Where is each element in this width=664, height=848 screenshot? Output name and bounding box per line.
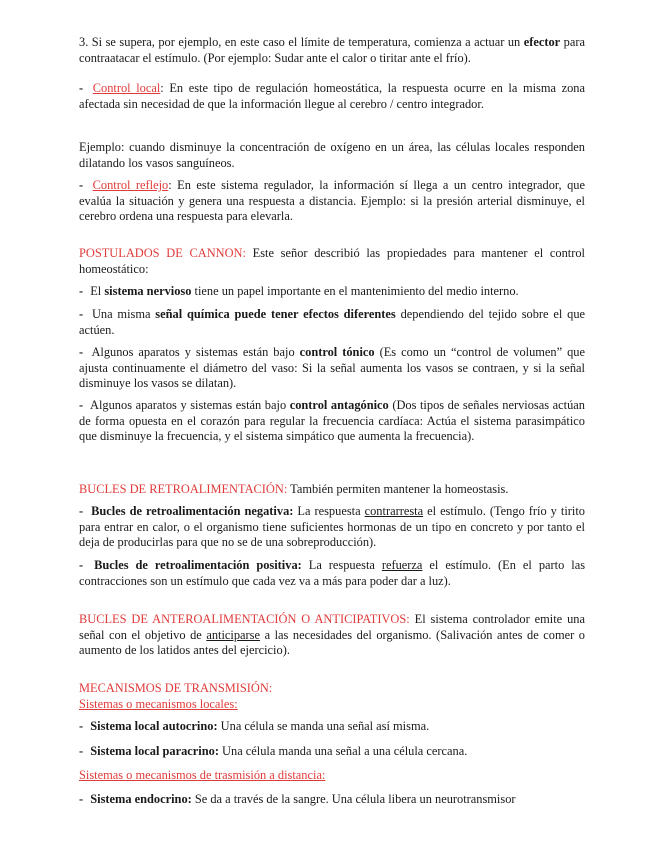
paragraph-control-reflejo: - Control reflejo: En este sistema regulador, la información sí llega a un centro integrador, que evalúa la situación y genera una respuesta a distancia. Ejemplo: si la presión arterial disminuye, el cerebro ordena una respuesta para elevarla.	[79, 178, 585, 223]
paragraph-senal-quimica: - Una misma señal química puede tener efectos diferentes dependiendo del tejido sobre el que actúen.	[79, 307, 586, 337]
paragraph-retro-positiva: - Bucles de retroalimentación positiva: La respuesta refuerza el estímulo. (En el parto las contracciones son un estímulo que cada vez va a más para poder dar a luz).	[79, 558, 586, 588]
mecanismos-heading: MECANISMOS DE TRANSMISIÓN:	[79, 681, 273, 695]
paragraph-sistema-nervioso: - El sistema nervioso tiene un papel importante en el mantenimiento del medio interno.	[79, 284, 519, 298]
locales-subheading: Sistemas o mecanismos locales:	[79, 696, 238, 711]
paragraph-control-local: - Control local: En este tipo de regulación homeostática, la respuesta ocurre en la misma zona afectada sin necesidad de que la información llegue al cerebro / centro integrador.	[79, 81, 585, 111]
paragraph-paracrino: - Sistema local paracrino: Una célula manda una señal a una célula cercana.	[79, 744, 468, 758]
paragraph-control-tonico: - Algunos aparatos y sistemas están bajo control tónico (Es como un “control de volumen” que ajusta continuamente el diámetro del vaso: Si la señal aumenta los vasos se contraen, y si la señal disminuye los vasos se dilatan).	[79, 345, 585, 390]
distancia-subheading: Sistemas o mecanismos de trasmisión a distancia:	[79, 768, 326, 782]
anteroalimentacion-heading: BUCLES DE ANTEROALIMENTACIÓN O ANTICIPATIVOS:	[79, 612, 410, 626]
paragraph-retro-negativa: - Bucles de retroalimentación negativa: La respuesta contrarresta el estímulo. (Tengo frío y tirito para entrar en calor, o el organismo tiene suficientes hormonas de un tipo en concreto y por tanto el deja de producirlas para que no se de una sobreproducción).	[79, 504, 585, 549]
paragraph-control-antagonico: - Algunos aparatos y sistemas están bajo control antagónico (Dos tipos de señales nerviosas actúan de forma opuesta en el corazón para regular la frecuencia cardíaca: Actúa el sistema parasimpático que disminuye la frecuencia, y el sistema simpático que aumenta la frecuencia).	[79, 398, 585, 443]
paragraph-example-oxygen: Ejemplo: cuando disminuye la concentración de oxígeno en un área, las células locales responden dilatando los vasos sanguíneos.	[79, 140, 585, 170]
paragraph-bucles-retroalimentacion: BUCLES DE RETROALIMENTACIÓN: También permiten mantener la homeostasis.	[79, 482, 509, 496]
paragraph-mecanismos-transmision	[79, 681, 585, 712]
retroalimentacion-heading: BUCLES DE RETROALIMENTACIÓN:	[79, 482, 288, 496]
control-local-label: Control local	[92, 81, 161, 95]
paragraph-distancia-subheading	[79, 768, 585, 784]
paragraph-postulados-cannon: POSTULADOS DE CANNON: Este señor describió las propiedades para mantener el control homeostático:	[79, 246, 585, 276]
control-reflejo-label: Control reflejo	[92, 178, 169, 192]
postulados-heading: POSTULADOS DE CANNON:	[79, 246, 246, 260]
paragraph-endocrino: - Sistema endocrino: Se da a través de la sangre. Una célula libera un neurotransmisor	[79, 792, 516, 806]
paragraph-autocrino: - Sistema local autocrino: Una célula se manda una señal así misma.	[79, 719, 430, 733]
paragraph-efector: 3. Si se supera, por ejemplo, en este caso el límite de temperatura, comienza a actuar un efector para contraatacar el estímulo. (Por ejemplo: Sudar ante el calor o tiritar ante el frío).	[79, 35, 585, 65]
paragraph-anteroalimentacion: BUCLES DE ANTEROALIMENTACIÓN O ANTICIPATIVOS: El sistema controlador emite una señal con el objetivo de anticiparse a las necesidades del organismo. (Salivación antes de comer o aumento de los latidos antes del ejercicio).	[79, 612, 585, 657]
